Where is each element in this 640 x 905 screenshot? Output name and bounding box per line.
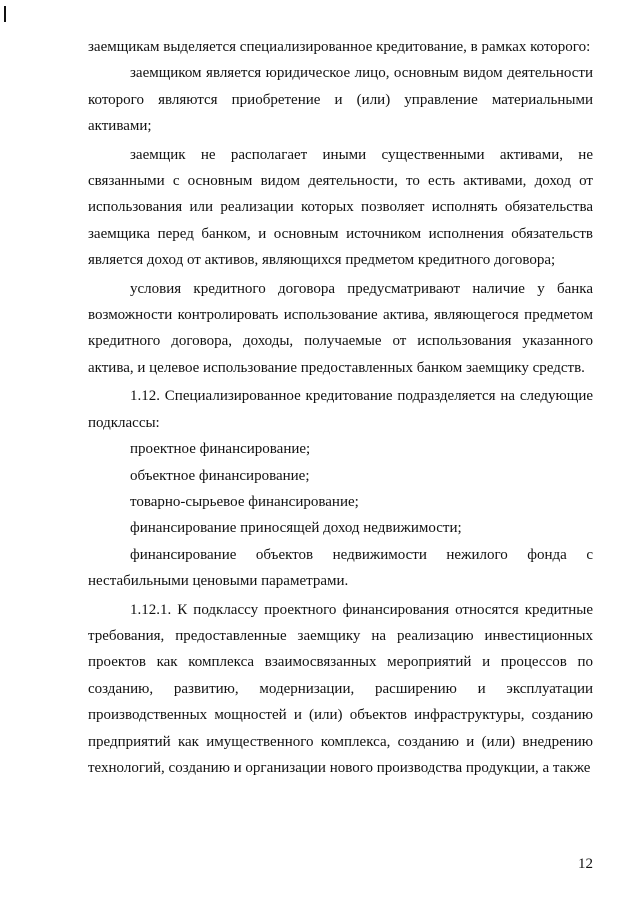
intro-paragraph: заемщикам выделяется специализированное кредитование, в рамках которого: xyxy=(88,39,591,55)
subclass-item: финансирование объектов недвижимости нежилого фонда с нестабильными ценовыми параметрами. xyxy=(88,546,593,590)
section-1-12-1-paragraph: 1.12.1. К подклассу проектного финансирования относятся кредитные требования, предоставленные заемщику на реализацию инвестиционных проектов как комплекса взаимосвязанных мероприятий и процессов по созданию, развитию, модернизации, расширению и эксплуатации производственных мощностей и (или) объектов инфраструктуры, созданию предприятий как имущественного комплекса, созданию и (или) внедрению технологий, созданию и организации нового производства продукции, а также xyxy=(88,601,593,776)
document-body xyxy=(88,34,593,781)
subclass-item: финансирование приносящей доход недвижимости; xyxy=(130,520,462,537)
condition-paragraph-3: условия кредитного договора предусматривают наличие у банка возможности контролировать использование актива, являющегося предметом кредитного договора, доходы, получаемые от использования указанного актива, и целевое использование предоставленных банком заемщику средств. xyxy=(88,280,593,376)
section-1-12-paragraph: 1.12. Специализированное кредитование подразделяется на следующие подклассы: xyxy=(88,388,593,431)
subclass-item: товарно-сырьевое финансирование; xyxy=(130,493,359,510)
condition-paragraph-1: заемщиком является юридическое лицо, основным видом деятельности которого являются приобретение и (или) управление материальными активами; xyxy=(88,65,593,135)
subclass-item: проектное финансирование; xyxy=(130,441,311,458)
condition-paragraph-2: заемщик не располагает иными существенными активами, не связанными с основным видом деятельности, то есть активами, доход от использования или реализации которых позволяет исполнять обязательства заемщика перед банком, и основным источником исполнения обязательств является доход от активов, являющихся предметом кредитного договора; xyxy=(88,146,593,269)
subclass-item: объектное финансирование; xyxy=(130,467,310,484)
page-number: 12 xyxy=(578,856,593,872)
scan-edge-mark xyxy=(4,6,6,22)
